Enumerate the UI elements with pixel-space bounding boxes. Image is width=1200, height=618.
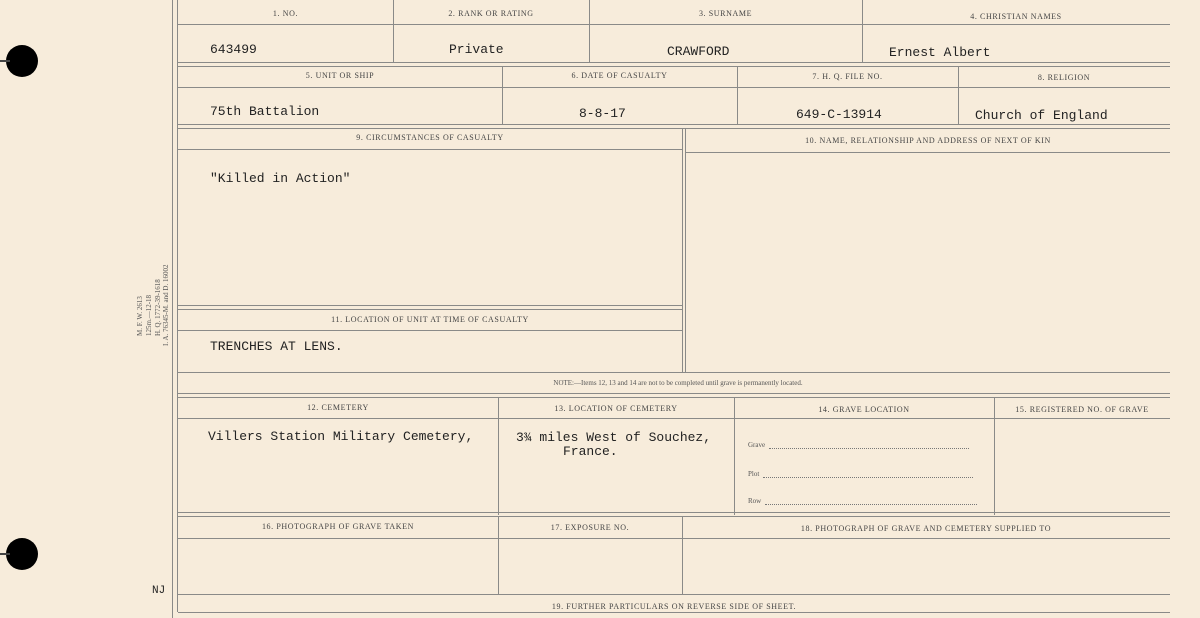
row2-bottom [178, 124, 1170, 125]
frame-left-inner [177, 0, 178, 612]
punch-hole-bottom [6, 538, 38, 570]
grave-line [748, 441, 969, 449]
row1-label-rule [178, 24, 1170, 25]
punch-tick-bottom [0, 553, 10, 555]
row3-label-rule-left [178, 149, 682, 150]
label-circumstances: 9. CIRCUMSTANCES OF CASUALTY [356, 133, 504, 142]
label-rank: 2. RANK OR RATING [448, 9, 534, 18]
row2-top [178, 66, 1170, 67]
note-top [178, 372, 1170, 373]
label-cemetery-location: 13. LOCATION OF CEMETERY [554, 404, 678, 413]
value-cemetery-location-2: France. [563, 444, 618, 459]
grave-dots [769, 448, 969, 449]
value-cemetery-location-1: 3¾ miles West of Souchez, [516, 430, 712, 445]
label-date: 6. DATE OF CASUALTY [571, 71, 668, 80]
value-unit: 75th Battalion [210, 104, 320, 119]
label-registered-no: 15. REGISTERED NO. OF GRAVE [1015, 405, 1149, 414]
label-no: 1. NO. [272, 9, 299, 18]
plot-line [748, 470, 973, 478]
row11-top-b [178, 309, 682, 310]
frame-bottom [178, 612, 1170, 613]
label-exposure: 17. EXPOSURE NO. [550, 523, 630, 532]
label-christian-names: 4. CHRISTIAN NAMES [970, 12, 1062, 21]
label-grave-location: 14. GRAVE LOCATION [818, 405, 910, 414]
value-location-unit: TRENCHES AT LENS. [210, 339, 343, 354]
label-location-unit: 11. LOCATION OF UNIT AT TIME OF CASUALTY [331, 315, 529, 324]
value-surname: CRAWFORD [667, 44, 730, 59]
row5-label-rule [178, 538, 1170, 539]
row5-bottom [178, 594, 1170, 595]
div-9-10-a [682, 128, 683, 372]
row4-label-rule [178, 418, 1170, 419]
div-3-4 [862, 0, 863, 62]
initials: NJ [152, 585, 166, 597]
row3-top [178, 128, 1170, 129]
value-date: 8-8-17 [579, 106, 626, 121]
side-print-3: H. Q. 1772-39-1618 [154, 279, 162, 336]
row4-top-a [178, 393, 1170, 394]
row3-label-rule-right [686, 152, 1170, 153]
label-hq-file: 7. H. Q. FILE NO. [812, 72, 883, 81]
row-label: Row [748, 497, 762, 505]
row11-top-a [178, 305, 682, 306]
side-print-1: M. F. W. 2613 [136, 296, 144, 336]
div-13-14 [734, 397, 735, 515]
value-hq-file: 649-C-13914 [796, 107, 882, 122]
row4-top-b [178, 397, 1170, 398]
punch-hole-top [6, 45, 38, 77]
frame-left-outer [172, 0, 173, 618]
plot-label: Plot [748, 470, 760, 478]
label-further-particulars: 19. FURTHER PARTICULARS ON REVERSE SIDE OF SHEET. [551, 602, 797, 611]
plot-dots [763, 477, 973, 478]
value-cemetery: Villers Station Military Cemetery, [208, 429, 474, 444]
label-photo-taken: 16. PHOTOGRAPH OF GRAVE TAKEN [261, 522, 415, 531]
side-print-4: I. A. 76345-M. and D. 16002 [162, 264, 170, 346]
row5-top [178, 516, 1170, 517]
label-surname: 3. SURNAME [698, 9, 753, 18]
row4-bottom [178, 512, 1170, 513]
note-text: NOTE:—Items 12, 13 and 14 are not to be completed until grave is permanently located. [553, 379, 803, 387]
side-print-2: 125m.—12-18 [145, 294, 153, 336]
label-religion: 8. RELIGION [1037, 73, 1091, 82]
grave-label: Grave [748, 441, 766, 449]
div-14-15 [994, 397, 995, 515]
label-unit: 5. UNIT OR SHIP [305, 71, 375, 80]
label-next-of-kin: 10. NAME, RELATIONSHIP AND ADDRESS OF NEXT OF KIN [805, 136, 1051, 145]
row1-bottom [178, 62, 1170, 63]
value-christian-names: Ernest Albert [889, 45, 991, 60]
row-line [748, 497, 977, 505]
label-cemetery: 12. CEMETERY [307, 403, 369, 412]
div-9-10-b [685, 128, 686, 372]
value-no: 643499 [210, 42, 257, 57]
value-circumstances: "Killed in Action" [210, 171, 351, 186]
punch-tick-top [0, 60, 10, 62]
label-photo-supplied: 18. PHOTOGRAPH OF GRAVE AND CEMETERY SUPPLIED TO [800, 524, 1052, 533]
row-dots [765, 504, 977, 505]
div-12-13 [498, 397, 499, 515]
row11-label-rule [178, 330, 682, 331]
value-rank: Private [449, 42, 504, 57]
value-religion: Church of England [975, 108, 1108, 123]
row2-label-rule [178, 87, 1170, 88]
